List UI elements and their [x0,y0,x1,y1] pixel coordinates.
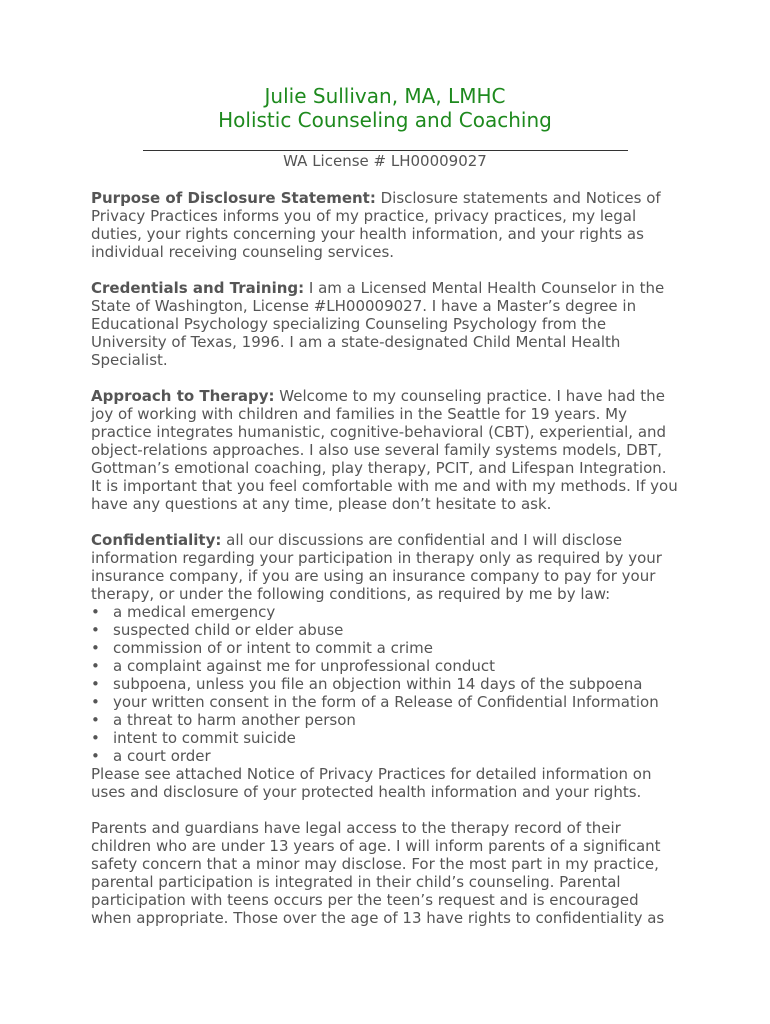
list-item-text: commission of or intent to commit a crime [113,639,434,657]
section-heading: Approach to Therapy: [91,387,275,405]
list-item-text: subpoena, unless you file an objection within 14 days of the subpoena [113,675,643,693]
practice-name: Holistic Counseling and Coaching [218,108,552,132]
section-heading: Purpose of Disclosure Statement: [91,189,376,207]
parents-guardians-paragraph: Parents and guardians have legal access to the therapy record of their children who are under 13 years of age. I will inform parents of a significant safety concern that a minor may disclose. For the most part in my practice, parental participation is integrated in their child’s counseling. Parental participation with teens occurs per the teen’s request and is encouraged when appropriate. Those over the age of 13 have rights to confidentiality as [91,819,665,927]
bullet-icon: • [91,657,100,675]
bullet-icon: • [91,711,100,729]
bullet-icon: • [91,747,100,765]
approach-section [91,387,681,513]
list-item-text: a threat to harm another person [113,711,356,729]
list-item [91,603,681,621]
section-text: Welcome to my counseling practice. I have had the joy of working with children and families in the Seattle for 19 years. My practice integrates humanistic, cognitive-behavioral (CBT), experiential, and object-relations approaches. I also use several family systems models, DBT, Gottman’s emotional coaching, play therapy, PCIT, and Lifespan Integration. It is important that you feel comfortable with me and with my methods. If you have any questions at any time, please don’t hesitate to ask. [91,387,678,513]
disclosure-conditions-list [91,603,681,765]
list-item [91,675,681,693]
section-text: Disclosure statements and Notices of Privacy Practices informs you of my practice, privacy practices, my legal duties, your rights concerning your health information, and your rights as individual receiving counseling services. [91,189,661,261]
list-item-text: a medical emergency [113,603,276,621]
bullet-icon: • [91,675,100,693]
bullet-icon: • [91,693,100,711]
list-item-text: your written consent in the form of a Release of Confidential Information [113,693,659,711]
list-item-text: suspected child or elder abuse [113,621,344,639]
list-item [91,729,681,747]
list-item [91,639,681,657]
list-item-text: a court order [113,747,211,765]
practitioner-name: Julie Sullivan, MA, LMHC [264,84,506,108]
document-body [91,189,681,945]
list-item-text: a complaint against me for unprofessional conduct [113,657,496,675]
license-number: WA License # LH00009027 [283,152,487,170]
bullet-icon: • [91,729,100,747]
header-divider [143,150,628,151]
bullet-icon: • [91,639,100,657]
bullet-icon: • [91,621,100,639]
purpose-section [91,189,681,261]
list-item-text: intent to commit suicide [113,729,296,747]
section-text: all our discussions are confidential and I will disclose information regarding your participation in therapy only as required by your insurance company, if you are using an insurance company to pay for your therapy, or under the following conditions, as required by me by law: [91,531,662,603]
bullet-icon: • [91,603,100,621]
list-item [91,621,681,639]
credentials-section [91,279,681,369]
confidentiality-section [91,531,681,603]
list-item [91,657,681,675]
section-heading: Confidentiality: [91,531,222,549]
list-item [91,711,681,729]
section-heading: Credentials and Training: [91,279,305,297]
letterhead [0,84,770,132]
list-item [91,747,681,765]
section-text: I am a Licensed Mental Health Counselor in the State of Washington, License #LH00009027. I have a Master’s degree in Educational Psychology specializing Counseling Psychology from the University of Texas, 1996. I am a state-designated Child Mental Health Specialist. [91,279,665,369]
list-item [91,693,681,711]
privacy-notice-reference: Please see attached Notice of Privacy Practices for detailed information on uses and disclosure of your protected health information and your rights. [91,765,652,801]
